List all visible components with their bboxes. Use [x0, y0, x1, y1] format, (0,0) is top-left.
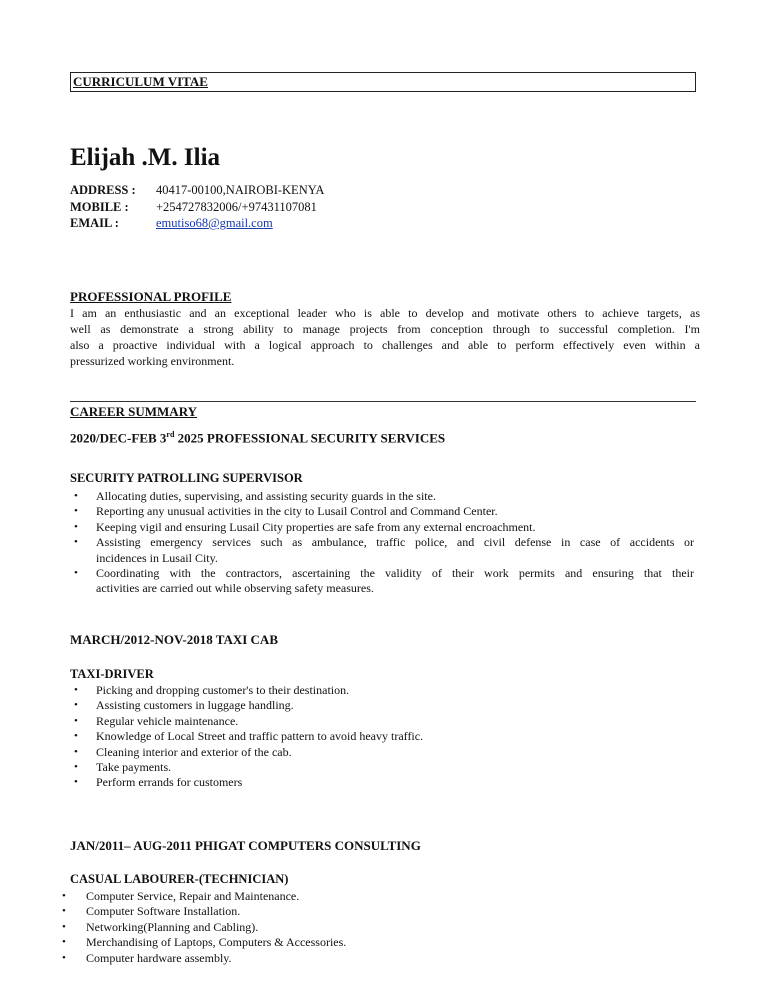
list-item: [62, 904, 682, 919]
duty-text: Cleaning interior and exterior of the cab.: [96, 744, 292, 759]
job-title-sup: rd: [166, 430, 175, 439]
bullet-icon: •: [74, 714, 78, 727]
bullet-icon: •: [74, 745, 78, 758]
job-title-part: 2020/DEC-FEB 3: [70, 430, 167, 446]
list-item: [62, 951, 682, 966]
email-link[interactable]: emutiso68@gmail.com: [156, 216, 273, 230]
job-title: JAN/2011– AUG-2011 PHIGAT COMPUTERS CONSULTING: [70, 838, 421, 853]
address-label: ADDRESS :: [70, 183, 136, 197]
duty-text: Assisting emergency services such as ambulance, traffic police, and civil defense in case of accidents or: [96, 535, 694, 550]
mobile-value: +254727832006/+97431107081: [156, 200, 317, 214]
duty-text-cont: activities are carried out while observing safety measures.: [96, 581, 374, 596]
list-item: [74, 504, 694, 519]
job-title: MARCH/2012-NOV-2018 TAXI CAB: [70, 632, 278, 647]
profile-line: well as demonstrate a strong ability to manage projects from conception through to successful completion. I'm: [70, 322, 700, 336]
email-value-wrap: [156, 216, 273, 231]
duty-text-cont: incidences in Lusail City.: [96, 550, 218, 565]
list-item: [62, 889, 682, 904]
duty-text: Perform errands for customers: [96, 775, 243, 790]
duty-text: Computer hardware assembly.: [86, 950, 232, 965]
job-title-part: 2025 PROFESSIONAL SECURITY SERVICES: [174, 430, 446, 446]
bullet-icon: •: [74, 776, 78, 789]
profile-line: pressurized working environment.: [70, 354, 235, 368]
list-item: [74, 745, 694, 760]
bullet-icon: •: [74, 699, 78, 712]
list-item: [74, 729, 694, 744]
bullet-icon: •: [62, 951, 66, 964]
job-role: TAXI-DRIVER: [70, 667, 154, 681]
profile-line: also a proactive individual with a logical approach to challenges and able to perform effectively even within a: [70, 338, 700, 352]
bullet-icon: •: [62, 890, 66, 902]
duty-text: Merchandising of Laptops, Computers & Accessories.: [86, 935, 347, 950]
list-item: [74, 683, 694, 698]
duty-text: Take payments.: [96, 760, 172, 775]
list-item: [74, 566, 694, 597]
list-item: [74, 489, 694, 504]
duty-text: Networking(Planning and Cabling).: [86, 919, 259, 934]
bullet-icon: •: [74, 684, 78, 696]
section-divider: [70, 401, 696, 402]
mobile-label: MOBILE :: [70, 200, 129, 214]
list-item: [74, 714, 694, 729]
bullet-icon: •: [74, 490, 78, 502]
duty-text: Computer Software Installation.: [86, 904, 241, 919]
bullet-icon: •: [62, 920, 66, 933]
list-item: [74, 520, 694, 535]
career-heading: CAREER SUMMARY: [70, 404, 198, 419]
job-duties-list: [62, 889, 682, 966]
duty-text: Reporting any unusual activities in the city to Lusail Control and Command Center.: [96, 504, 498, 519]
job-duties-list: [74, 489, 694, 597]
profile-line: I am an enthusiastic and an exceptional leader who is able to develop and motivate others to achieve targets, as: [70, 306, 700, 320]
bullet-icon: •: [74, 567, 78, 580]
duty-text: Knowledge of Local Street and traffic pattern to avoid heavy traffic.: [96, 729, 424, 744]
bullet-icon: •: [62, 936, 66, 949]
bullet-icon: •: [74, 520, 78, 533]
profile-heading: PROFESSIONAL PROFILE: [70, 289, 232, 304]
list-item: [74, 775, 694, 790]
list-item: [74, 760, 694, 775]
duty-text: Computer Service, Repair and Maintenance.: [86, 889, 300, 903]
address-value: 40417-00100,NAIROBI-KENYA: [156, 183, 325, 197]
bullet-icon: •: [74, 536, 78, 549]
title-box: [70, 72, 696, 92]
bullet-icon: •: [74, 505, 78, 518]
job-title: [70, 430, 445, 446]
bullet-icon: •: [74, 761, 78, 774]
candidate-name: Elijah .M. Ilia: [70, 144, 221, 171]
job-duties-list: [74, 683, 694, 791]
duty-text: Keeping vigil and ensuring Lusail City properties are safe from any external encroachment.: [96, 519, 536, 534]
profile-paragraph: [70, 305, 700, 369]
list-item: [74, 698, 694, 713]
duty-text: Coordinating with the contractors, ascertaining the validity of their work permits and ensuring that their: [96, 566, 694, 581]
bullet-icon: •: [74, 730, 78, 743]
list-item: [62, 920, 682, 935]
duty-text: Allocating duties, supervising, and assisting security guards in the site.: [96, 489, 436, 503]
job-role: CASUAL LABOURER-(TECHNICIAN): [70, 872, 289, 886]
duty-text: Assisting customers in luggage handling.: [96, 698, 294, 713]
duty-text: Regular vehicle maintenance.: [96, 713, 239, 728]
email-label: EMAIL :: [70, 216, 119, 230]
list-item: [74, 535, 694, 566]
list-item: [62, 935, 682, 950]
job-role: SECURITY PATROLLING SUPERVISOR: [70, 471, 303, 485]
bullet-icon: •: [62, 905, 66, 918]
duty-text: Picking and dropping customer's to their destination.: [96, 683, 350, 697]
document-title: CURRICULUM VITAE: [73, 74, 208, 89]
